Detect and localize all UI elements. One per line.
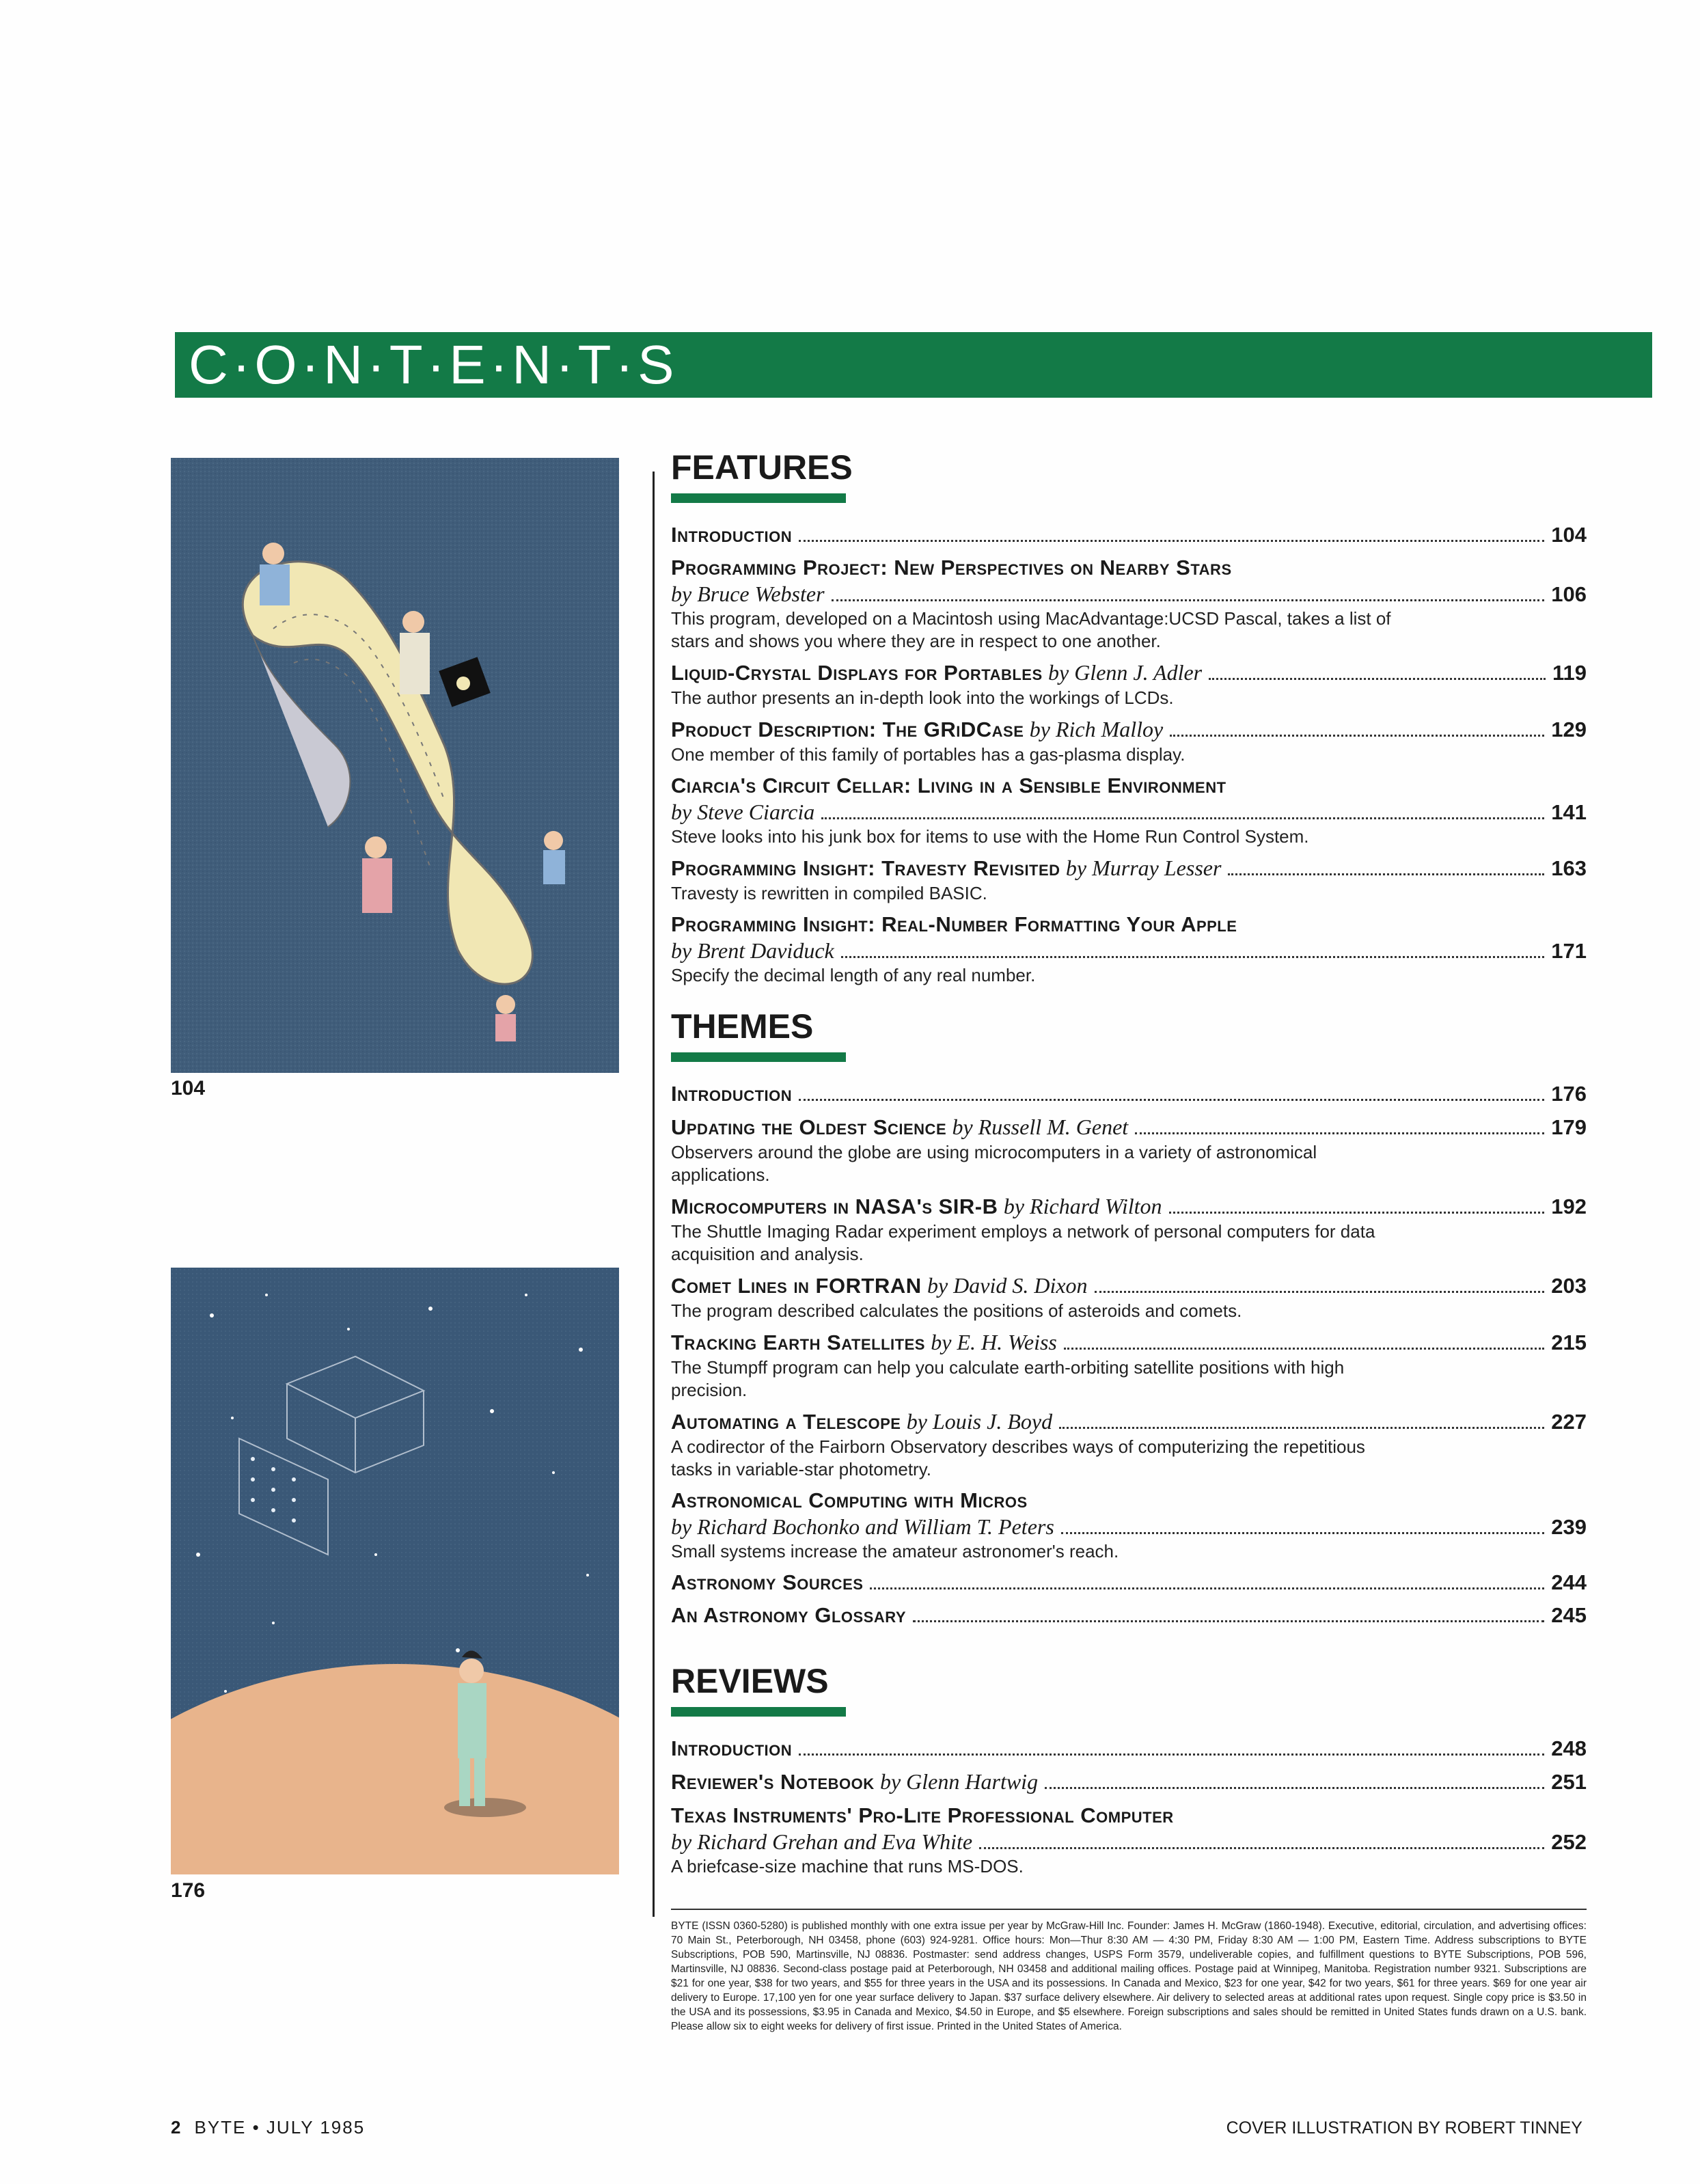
entry-description: Steve looks into his junk box for items to use with the Home Run Control System. xyxy=(671,826,1309,847)
entry-title[interactable]: Astronomy Sources xyxy=(671,1570,864,1594)
entry-author: by Richard Wilton xyxy=(1003,1194,1162,1218)
page-number: 2 xyxy=(171,2117,182,2138)
entry-page: 119 xyxy=(1552,661,1587,685)
publication-fineprint: BYTE (ISSN 0360-5280) is published monthly with one extra issue per year by McGraw-Hill Inc. Founder: James H. McGraw (1860-1948). Executive, editorial, circulation, and advertising offices: 70 Main St., Peterborough, NH 03458, phone (603) 924-9281. Office hours: Mon—Thur 8:30 AM — 4:30 PM, Friday 8:30 AM — 1:00 PM, Eastern Time. Address subscriptions to BYTE Subscriptions, POB 590, Martinsville, NJ 08836. Postmaster: send address changes, USPS Form 3579, undeliverable copies, and fulfillment questions to BYTE Subscriptions, POB 596, Martinsville, NJ 08836. Second-class postage paid at Peterborough, NH 03458 and additional mailing offices. Postage paid at Winnipeg, Manitoba. Registration number 9321. Subscriptions are $21 for one year, $38 for two years, and $55 for three years in the USA and its possessions. In Canada and Mexico, $23 for one year, $42 for two years, $61 for three years. $69 for one year air delivery to Europe. 17,100 yen for one year surface delivery to Japan. $37 surface delivery elsewhere. Air delivery to selected areas at additional rates upon request. Single copy price is $3.50 in the USA and its possessions, $3.95 in Canada and Mexico, $4.50 in Europe, and $5 elsewhere. Foreign subscriptions and sales should be remitted in United States funds drawn on a U.S. bank. Please allow six to eight weeks for delivery of first issue. Printed in the United States of America. xyxy=(671,1920,1587,2032)
toc-entry[interactable] xyxy=(671,773,1587,848)
entry-title[interactable]: Microcomputers in NASA's SIR-B xyxy=(671,1195,998,1218)
entry-page: 179 xyxy=(1551,1115,1587,1139)
entry-author: by Steve Ciarcia xyxy=(671,800,815,824)
toc-entry[interactable] xyxy=(671,1272,1587,1322)
toc-entry[interactable] xyxy=(671,1329,1587,1402)
entry-author: by Louis J. Boyd xyxy=(906,1409,1053,1434)
leader-dots xyxy=(979,1847,1544,1849)
contents-banner xyxy=(175,332,1652,398)
toc-entry[interactable] xyxy=(671,1081,1587,1107)
entry-page: 215 xyxy=(1551,1330,1587,1354)
leader-dots xyxy=(1059,1427,1544,1429)
entry-description: Observers around the globe are using microcomputers in a variety of astronomical applications. xyxy=(671,1142,1317,1185)
toc-entry[interactable] xyxy=(671,855,1587,905)
entry-title[interactable]: Automating a Telescope xyxy=(671,1410,901,1434)
cover-credit: COVER ILLUSTRATION BY ROBERT TINNEY xyxy=(1226,2118,1582,2138)
toc-entry[interactable] xyxy=(671,1570,1587,1596)
entry-title[interactable]: Introduction xyxy=(671,523,793,547)
leader-dots xyxy=(1095,1291,1545,1293)
leader-dots xyxy=(799,540,1544,542)
leader-dots xyxy=(870,1587,1544,1589)
entry-title[interactable]: Reviewer's Notebook xyxy=(671,1770,875,1794)
illustration-themes xyxy=(171,1268,619,1874)
entry-page: 171 xyxy=(1551,939,1587,963)
leader-dots xyxy=(1064,1348,1544,1350)
toc-entry[interactable] xyxy=(671,1736,1587,1762)
section-heading: FEATURES xyxy=(671,448,853,487)
leader-dots xyxy=(799,1753,1544,1756)
toc-entry[interactable] xyxy=(671,1193,1587,1266)
toc-entry[interactable] xyxy=(671,1602,1587,1628)
entry-author: by Rich Malloy xyxy=(1029,717,1164,741)
entry-page: 251 xyxy=(1551,1770,1587,1794)
toc-entry[interactable] xyxy=(671,1803,1587,1878)
entry-page: 176 xyxy=(1551,1082,1587,1106)
contents-title: C·O·N·T·E·N·T·S xyxy=(189,334,678,395)
entry-description: The Stumpff program can help you calculate earth-orbiting satellite positions with high precision. xyxy=(671,1357,1345,1400)
entry-description: The Shuttle Imaging Radar experiment employs a network of personal computers for data acquisition and analysis. xyxy=(671,1221,1375,1264)
section-themes xyxy=(671,1007,1587,1635)
leader-dots xyxy=(799,1099,1544,1101)
toc-entry[interactable] xyxy=(671,912,1587,987)
entry-page: 252 xyxy=(1551,1830,1587,1854)
entry-description: Specify the decimal length of any real number. xyxy=(671,965,1036,985)
column-divider xyxy=(653,472,655,1917)
toc-entry[interactable] xyxy=(671,555,1587,653)
toc-entry[interactable] xyxy=(671,1769,1587,1796)
entry-page: 106 xyxy=(1551,582,1587,606)
leader-dots xyxy=(1169,1212,1545,1214)
toc-entry[interactable] xyxy=(671,1408,1587,1481)
entry-title[interactable]: Astronomical Computing with Micros xyxy=(671,1488,1028,1512)
leader-dots xyxy=(1209,678,1546,680)
entry-page: 227 xyxy=(1551,1410,1587,1434)
entry-description: Small systems increase the amateur astronomer's reach. xyxy=(671,1541,1119,1561)
entry-title[interactable]: Comet Lines in FORTRAN xyxy=(671,1274,922,1298)
entry-author: by Brent Daviduck xyxy=(671,938,834,963)
entry-page: 163 xyxy=(1551,856,1587,880)
entry-author: by Bruce Webster xyxy=(671,582,825,606)
entry-page: 245 xyxy=(1551,1603,1587,1627)
entry-author: by David S. Dixon xyxy=(927,1273,1088,1298)
section-features xyxy=(671,448,1587,994)
toc-entry[interactable] xyxy=(671,716,1587,766)
leader-dots xyxy=(821,817,1544,819)
entry-title[interactable]: Programming Insight: Real-Number Formatting Your Apple xyxy=(671,912,1237,936)
leader-dots xyxy=(1228,873,1544,875)
section-accent-bar xyxy=(671,1052,846,1062)
entry-title[interactable]: Product Description: The GRiDCase xyxy=(671,718,1024,741)
entry-description: One member of this family of portables has a gas-plasma display. xyxy=(671,744,1185,765)
entry-title[interactable]: Ciarcia's Circuit Cellar: Living in a Sensible Environment xyxy=(671,774,1226,797)
entry-title[interactable]: Tracking Earth Satellites xyxy=(671,1330,925,1354)
entry-title[interactable]: Texas Instruments' Pro-Lite Professional Computer xyxy=(671,1803,1174,1827)
section-accent-bar xyxy=(671,1707,846,1717)
entry-page: 129 xyxy=(1551,718,1587,741)
entry-author: by Richard Bochonko and William T. Peters xyxy=(671,1514,1054,1539)
page-footer xyxy=(171,2117,365,2138)
section-reviews xyxy=(671,1662,1587,1885)
section-heading: REVIEWS xyxy=(671,1662,829,1700)
entry-author: by E. H. Weiss xyxy=(931,1330,1057,1354)
entry-page: 239 xyxy=(1551,1515,1587,1539)
entry-author: by Richard Grehan and Eva White xyxy=(671,1829,973,1854)
toc-entry[interactable] xyxy=(671,1114,1587,1186)
leader-dots xyxy=(832,599,1545,601)
toc-entry[interactable] xyxy=(671,522,1587,548)
entry-title[interactable]: Introduction xyxy=(671,1082,793,1106)
leader-dots xyxy=(1061,1532,1544,1534)
leader-dots xyxy=(1170,735,1544,737)
entry-page: 203 xyxy=(1551,1274,1587,1298)
entry-description: The author presents an in-depth look into the workings of LCDs. xyxy=(671,687,1174,708)
entry-description: A briefcase-size machine that runs MS-DOS. xyxy=(671,1856,1024,1876)
entry-description: A codirector of the Fairborn Observatory describes ways of computerizing the repetitious tasks in variable-star photometry. xyxy=(671,1436,1365,1479)
toc-entry[interactable] xyxy=(671,1488,1587,1563)
entry-title[interactable]: Introduction xyxy=(671,1736,793,1760)
publication-line: BYTE • JULY 1985 xyxy=(194,2117,366,2138)
entry-author: by Glenn J. Adler xyxy=(1047,660,1203,685)
entry-description: Travesty is rewritten in compiled BASIC. xyxy=(671,883,987,903)
entry-title[interactable]: Programming Project: New Perspectives on Nearby Stars xyxy=(671,556,1232,579)
entry-description: The program described calculates the positions of asteroids and comets. xyxy=(671,1300,1242,1321)
figure-label-104: 104 xyxy=(171,1077,206,1100)
section-heading: THEMES xyxy=(671,1007,814,1046)
leader-dots xyxy=(913,1620,1544,1622)
entry-author: by Russell M. Genet xyxy=(952,1115,1129,1139)
leader-dots xyxy=(1045,1787,1544,1789)
toc-entry[interactable] xyxy=(671,659,1587,709)
entry-title[interactable]: An Astronomy Glossary xyxy=(671,1603,906,1627)
figure-label-176: 176 xyxy=(171,1879,206,1902)
leader-dots xyxy=(1135,1132,1544,1134)
entry-title[interactable]: Liquid-Crystal Displays for Portables xyxy=(671,661,1043,685)
leader-dots xyxy=(841,956,1545,958)
entry-page: 248 xyxy=(1551,1736,1587,1760)
section-accent-bar xyxy=(671,493,846,503)
entry-page: 141 xyxy=(1551,800,1587,824)
entry-page: 192 xyxy=(1551,1195,1587,1218)
entry-page: 244 xyxy=(1551,1570,1587,1594)
entry-author: by Glenn Hartwig xyxy=(879,1769,1039,1794)
entry-title[interactable]: Updating the Oldest Science xyxy=(671,1115,947,1139)
illustration-features xyxy=(171,458,619,1073)
entry-description: This program, developed on a Macintosh using MacAdvantage:UCSD Pascal, takes a list of stars and shows you where they are in respect to one another. xyxy=(671,608,1391,651)
entry-page: 104 xyxy=(1551,523,1587,547)
fineprint-divider xyxy=(671,1909,1587,1910)
entry-author: by Murray Lesser xyxy=(1065,856,1222,880)
entry-title[interactable]: Programming Insight: Travesty Revisited xyxy=(671,856,1060,880)
